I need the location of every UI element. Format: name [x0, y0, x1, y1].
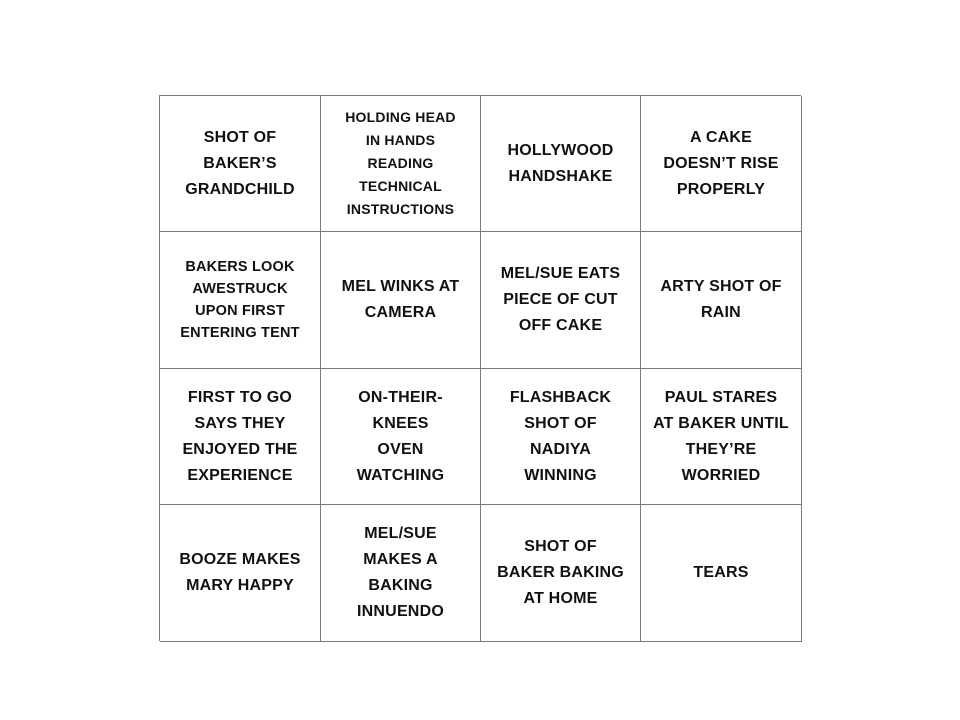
bingo-cell-1-text: SHOT OF BAKER’S GRANDCHILD: [185, 128, 295, 198]
bingo-cell-14-text: MEL/SUE MAKES A BAKING INNUENDO: [357, 525, 444, 620]
bingo-cell-10-text: ON-THEIR-KNEES OVEN WATCHING: [356, 388, 445, 484]
bingo-cell-4-text: A CAKE DOESN’T RISE PROPERLY: [663, 128, 779, 198]
bingo-cell-10[interactable]: [321, 369, 481, 505]
bingo-cell-2[interactable]: [321, 96, 481, 232]
bingo-cell-9-text: FIRST TO GO SAYS THEY ENJOYED THE EXPERIENCE: [182, 388, 298, 484]
bingo-cell-15-text: SHOT OF BAKER BAKING AT HOME: [497, 538, 624, 607]
bingo-cell-15[interactable]: [481, 505, 641, 642]
bingo-cell-11-text: FLASHBACK SHOT OF NADIYA WINNING: [509, 388, 612, 484]
bingo-cell-11[interactable]: [481, 369, 641, 505]
bingo-cell-9[interactable]: [160, 369, 321, 505]
bingo-cell-5[interactable]: [160, 232, 321, 369]
bingo-cell-16-text: TEARS: [693, 564, 749, 581]
bingo-cell-3-text: HOLLYWOOD HANDSHAKE: [507, 141, 614, 185]
bingo-cell-4[interactable]: [641, 96, 802, 232]
bingo-cell-8-text: ARTY SHOT OF RAIN: [660, 278, 782, 321]
bingo-cell-7[interactable]: [481, 232, 641, 369]
bingo-cell-1[interactable]: [160, 96, 321, 232]
bingo-cell-8[interactable]: [641, 232, 802, 369]
bingo-cell-12-text: PAUL STARES AT BAKER UNTIL THEY’RE WORRIED: [653, 388, 789, 484]
bingo-cell-7-text: MEL/SUE EATS PIECE OF CUT OFF CAKE: [500, 265, 621, 334]
bingo-cell-6-text: MEL WINKS AT CAMERA: [341, 278, 460, 321]
bingo-cell-3[interactable]: [481, 96, 641, 232]
bingo-cell-13-text: BOOZE MAKES MARY HAPPY: [179, 551, 301, 594]
bingo-cell-5-text: BAKERS LOOK AWESTRUCK UPON FIRST ENTERING TENT: [180, 259, 300, 341]
bingo-cell-13[interactable]: [160, 505, 321, 642]
bingo-card-grid: [159, 95, 801, 641]
bingo-cell-12[interactable]: [641, 369, 802, 505]
bingo-cell-6[interactable]: [321, 232, 481, 369]
bingo-cell-14[interactable]: [321, 505, 481, 642]
bingo-cell-2-text: HOLDING HEAD IN HANDS READING TECHNICAL INSTRUCTIONS: [345, 109, 456, 217]
bingo-cell-16[interactable]: [641, 505, 802, 642]
